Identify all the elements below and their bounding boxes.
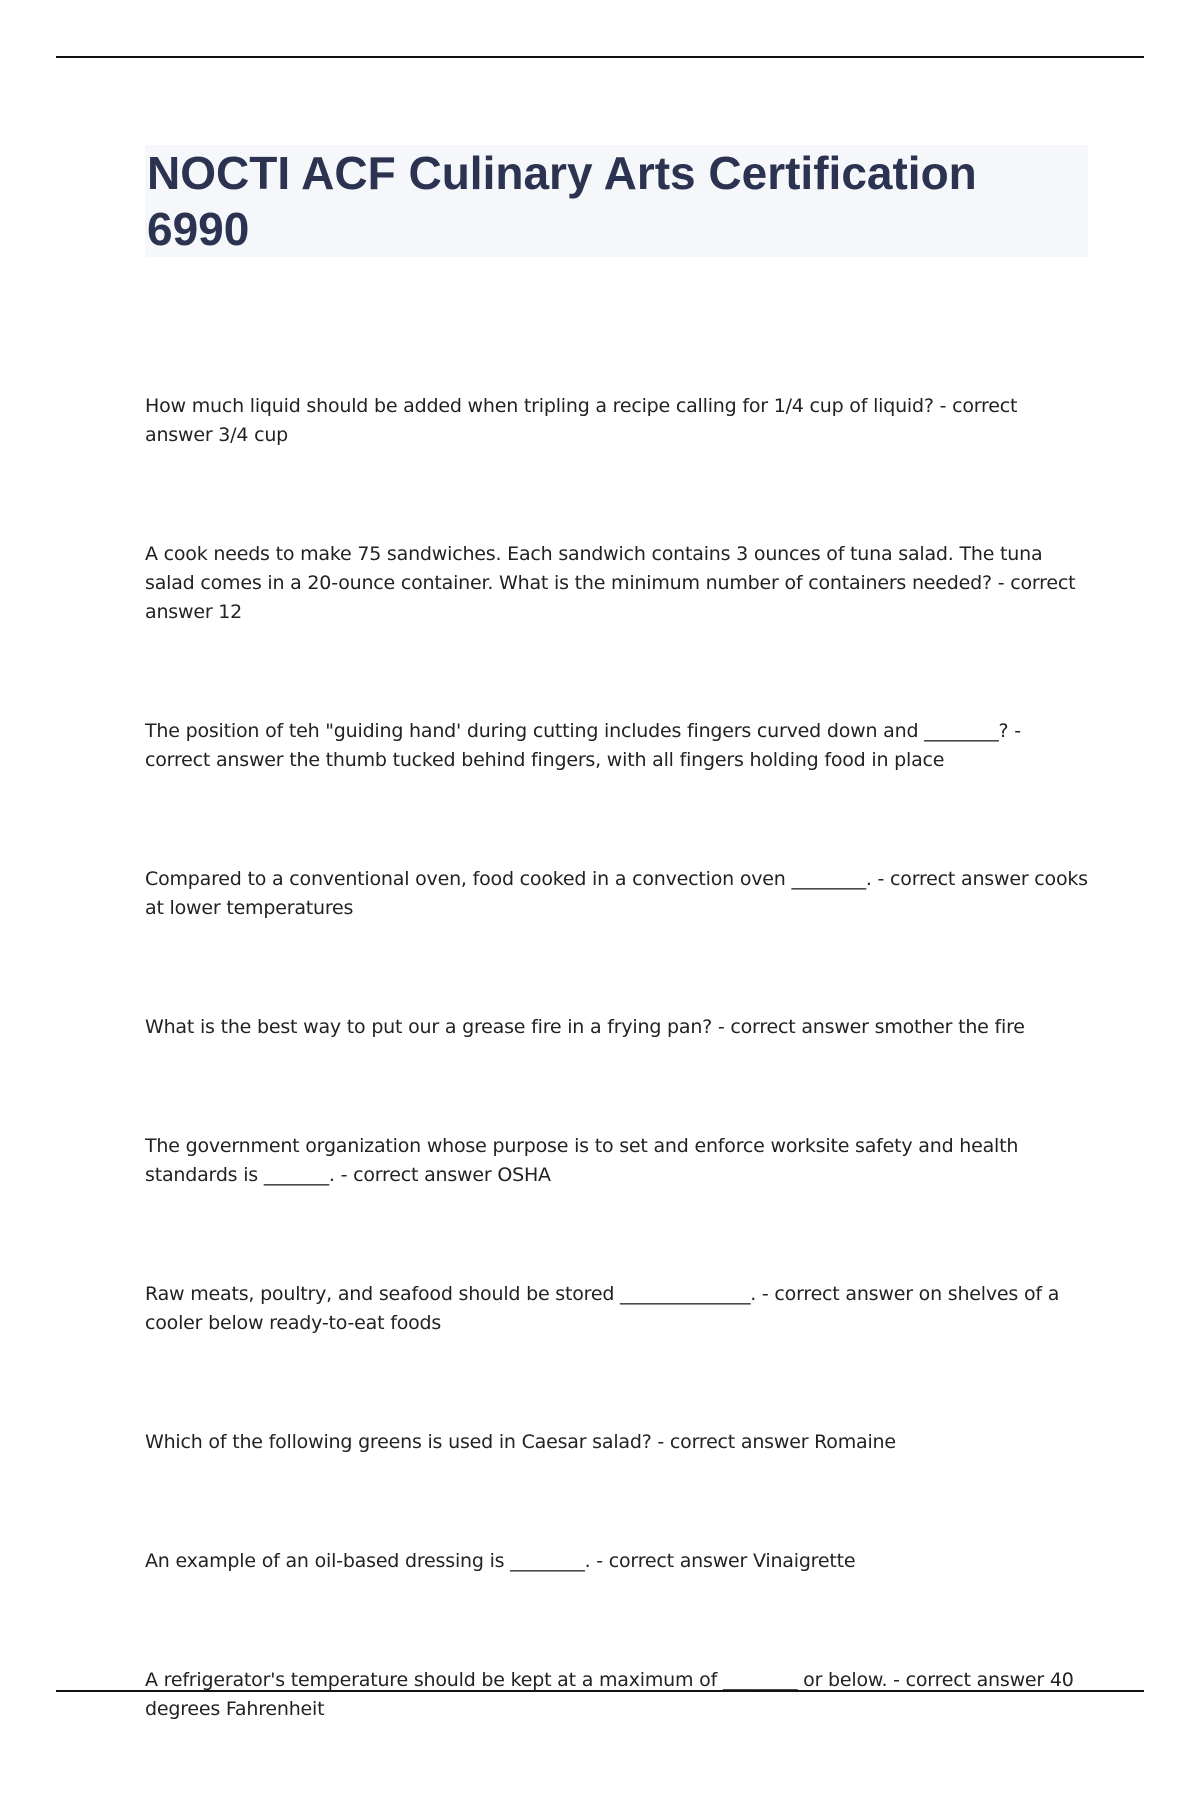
qa-list [145,392,1090,1814]
qa-item-7: Raw meats, poultry, and seafood should be stored ______________. - correct answer on shelves of a cooler below ready-to-eat foods [145,1283,1060,1334]
qa-item-2: A cook needs to make 75 sandwiches. Each sandwich contains 3 ounces of tuna salad. The tuna salad comes in a 20-ounce container. What is the minimum number of containers needed? - correct answer 12 [145,543,1076,623]
qa-item-5: What is the best way to put our a grease fire in a frying pan? - correct answer smother the fire [145,1016,1025,1038]
qa-item-1: How much liquid should be added when tripling a recipe calling for 1/4 cup of liquid? - correct answer 3/4 cup [145,395,1018,446]
top-rule [56,56,1144,58]
bottom-rule [56,1690,1144,1692]
qa-item-6: The government organization whose purpose is to set and enforce worksite safety and health standards is _______. - correct answer OSHA [145,1135,1019,1186]
document-title: NOCTI ACF Culinary Arts Certification 6990 [147,147,977,255]
qa-item-10: A refrigerator's temperature should be kept at a maximum of ________ or below. - correct answer 40 degrees Fahrenheit [145,1669,1074,1720]
qa-item-4: Compared to a conventional oven, food cooked in a convection oven ________. - correct answer cooks at lower temperatures [145,868,1088,919]
qa-item-8: Which of the following greens is used in Caesar salad? - correct answer Romaine [145,1431,896,1453]
title-banner [145,145,1088,257]
qa-item-9: An example of an oil-based dressing is ________. - correct answer Vinaigrette [145,1550,856,1572]
qa-item-3: The position of teh "guiding hand' during cutting includes fingers curved down and ________? - correct answer the thumb tucked behind fingers, with all fingers holding food in place [145,720,1021,771]
